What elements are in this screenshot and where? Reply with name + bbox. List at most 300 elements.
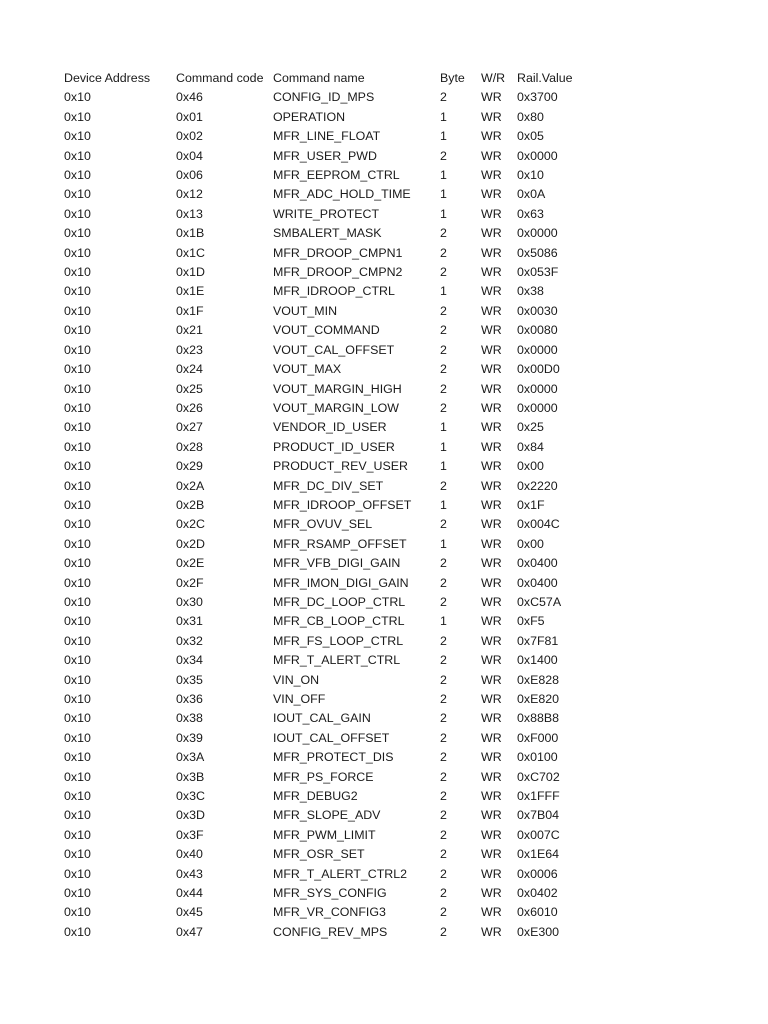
- cell-command-name: MFR_DROOP_CMPN2: [273, 265, 403, 280]
- cell-wr: WR: [481, 226, 502, 241]
- cell-byte: 2: [440, 303, 447, 318]
- cell-command-name: VOUT_MARGIN_LOW: [273, 400, 399, 415]
- cell-byte: 2: [440, 653, 447, 668]
- header-byte: Byte: [440, 71, 465, 85]
- table-row: [64, 884, 587, 903]
- cell-device-address: 0x10: [64, 129, 91, 144]
- cell-rail-value: 0x1400: [517, 653, 558, 668]
- cell-command-name: VOUT_MIN: [273, 303, 338, 318]
- cell-rail-value: 0x5086: [517, 245, 558, 260]
- cell-byte: 2: [440, 265, 447, 280]
- cell-command-name: MFR_USER_PWD: [273, 148, 377, 163]
- cell-command-name: OPERATION: [273, 109, 346, 124]
- cell-command-name: MFR_VR_CONFIG3: [273, 905, 386, 920]
- cell-byte: 1: [440, 439, 447, 454]
- cell-wr: WR: [481, 517, 502, 532]
- cell-command-name: MFR_CB_LOOP_CTRL: [273, 614, 405, 629]
- cell-byte: 1: [440, 497, 447, 512]
- cell-wr: WR: [481, 265, 502, 280]
- cell-rail-value: 0x7F81: [517, 633, 559, 648]
- table-row: [64, 729, 587, 748]
- cell-device-address: 0x10: [64, 750, 91, 765]
- cell-command-name: MFR_IDROOP_OFFSET: [273, 497, 412, 512]
- cell-rail-value: 0x1F: [517, 497, 545, 512]
- cell-command-name: MFR_SLOPE_ADV: [273, 808, 381, 823]
- cell-byte: 2: [440, 575, 447, 590]
- cell-rail-value: 0x0000: [517, 226, 558, 241]
- cell-byte: 2: [440, 342, 447, 357]
- table-row: [64, 903, 587, 922]
- cell-byte: 2: [440, 789, 447, 804]
- cell-wr: WR: [481, 497, 502, 512]
- cell-byte: 2: [440, 672, 447, 687]
- cell-rail-value: 0xE820: [517, 692, 560, 706]
- cell-rail-value: 0x0400: [517, 556, 558, 571]
- cell-device-address: 0x10: [64, 148, 91, 163]
- cell-wr: WR: [481, 769, 502, 784]
- cell-rail-value: 0x0400: [517, 575, 558, 590]
- cell-byte: 2: [440, 827, 447, 842]
- cell-device-address: 0x10: [64, 187, 91, 202]
- cell-device-address: 0x10: [64, 789, 91, 804]
- cell-rail-value: 0x00D0: [517, 362, 560, 377]
- cell-command-name: VENDOR_ID_USER: [273, 420, 387, 435]
- cell-device-address: 0x10: [64, 536, 91, 551]
- cell-command-code: 0x06: [176, 168, 203, 183]
- cell-command-code: 0x2C: [176, 517, 205, 532]
- cell-wr: WR: [481, 109, 502, 124]
- cell-byte: 1: [440, 459, 447, 474]
- table-row: [64, 108, 587, 127]
- header-command-code: Command code: [176, 71, 264, 85]
- cell-command-code: 0x2E: [176, 556, 205, 571]
- cell-command-code: 0x3F: [176, 827, 204, 842]
- cell-wr: WR: [481, 129, 502, 144]
- cell-byte: 1: [440, 284, 447, 299]
- cell-device-address: 0x10: [64, 323, 91, 338]
- table-row: [64, 826, 587, 845]
- cell-command-name: IOUT_CAL_OFFSET: [273, 730, 390, 745]
- cell-command-name: MFR_PS_FORCE: [273, 769, 374, 784]
- cell-byte: 2: [440, 517, 447, 532]
- cell-command-code: 0x30: [176, 594, 203, 609]
- cell-rail-value: 0x00: [517, 459, 544, 474]
- cell-byte: 2: [440, 400, 447, 415]
- cell-byte: 2: [440, 847, 447, 862]
- cell-command-name: SMBALERT_MASK: [273, 226, 382, 241]
- cell-byte: 2: [440, 323, 447, 338]
- cell-wr: WR: [481, 362, 502, 377]
- cell-command-code: 0x1D: [176, 265, 205, 280]
- cell-device-address: 0x10: [64, 420, 91, 435]
- cell-command-name: PRODUCT_ID_USER: [273, 439, 395, 454]
- table-row: [64, 632, 587, 651]
- cell-device-address: 0x10: [64, 924, 91, 939]
- cell-rail-value: 0x84: [517, 439, 544, 454]
- cell-wr: WR: [481, 847, 502, 862]
- cell-rail-value: 0xC57A: [517, 594, 562, 609]
- cell-byte: 2: [440, 148, 447, 163]
- cell-wr: WR: [481, 245, 502, 260]
- table-row: [64, 88, 587, 107]
- table-row: [64, 709, 587, 728]
- cell-command-code: 0x34: [176, 653, 203, 668]
- cell-device-address: 0x10: [64, 517, 91, 532]
- cell-device-address: 0x10: [64, 245, 91, 260]
- register-table-container: [64, 69, 587, 942]
- cell-command-name: VOUT_CAL_OFFSET: [273, 342, 395, 357]
- cell-wr: WR: [481, 633, 502, 648]
- cell-device-address: 0x10: [64, 594, 91, 609]
- cell-command-code: 0x2B: [176, 497, 205, 512]
- table-row: [64, 612, 587, 631]
- table-row: [64, 593, 587, 612]
- cell-command-code: 0x3C: [176, 789, 205, 804]
- cell-command-name: PRODUCT_REV_USER: [273, 459, 408, 474]
- cell-wr: WR: [481, 148, 502, 163]
- cell-wr: WR: [481, 827, 502, 842]
- cell-device-address: 0x10: [64, 886, 91, 901]
- cell-command-code: 0x02: [176, 129, 203, 144]
- cell-device-address: 0x10: [64, 769, 91, 784]
- cell-wr: WR: [481, 808, 502, 823]
- cell-command-code: 0x01: [176, 109, 203, 124]
- cell-rail-value: 0xE828: [517, 672, 560, 687]
- cell-device-address: 0x10: [64, 653, 91, 668]
- cell-byte: 2: [440, 594, 447, 609]
- cell-rail-value: 0x0030: [517, 303, 558, 318]
- cell-device-address: 0x10: [64, 633, 91, 648]
- cell-command-name: MFR_DC_LOOP_CTRL: [273, 594, 406, 609]
- table-row: [64, 690, 587, 709]
- header-command-name: Command name: [273, 71, 365, 85]
- cell-wr: WR: [481, 672, 502, 687]
- cell-device-address: 0x10: [64, 497, 91, 512]
- cell-wr: WR: [481, 187, 502, 202]
- table-row: [64, 282, 587, 301]
- cell-command-code: 0x32: [176, 633, 203, 648]
- table-row: [64, 418, 587, 437]
- cell-command-name: MFR_PROTECT_DIS: [273, 750, 394, 765]
- cell-rail-value: 0x25: [517, 420, 544, 435]
- cell-rail-value: 0x0100: [517, 750, 558, 765]
- table-row: [64, 787, 587, 806]
- cell-device-address: 0x10: [64, 827, 91, 842]
- cell-wr: WR: [481, 206, 502, 221]
- cell-wr: WR: [481, 730, 502, 745]
- cell-wr: WR: [481, 400, 502, 415]
- cell-wr: WR: [481, 789, 502, 804]
- cell-command-code: 0x23: [176, 342, 203, 357]
- cell-command-code: 0x21: [176, 323, 203, 338]
- cell-command-name: MFR_IDROOP_CTRL: [273, 284, 395, 299]
- cell-rail-value: 0x1E64: [517, 847, 560, 862]
- cell-command-code: 0x46: [176, 90, 203, 105]
- cell-device-address: 0x10: [64, 808, 91, 823]
- cell-wr: WR: [481, 459, 502, 474]
- cell-rail-value: 0x63: [517, 206, 544, 221]
- table-row: [64, 768, 587, 787]
- cell-command-name: MFR_DC_DIV_SET: [273, 478, 384, 493]
- table-row: [64, 457, 587, 476]
- table-row: [64, 185, 587, 204]
- cell-command-name: MFR_T_ALERT_CTRL: [273, 653, 401, 668]
- cell-device-address: 0x10: [64, 866, 91, 881]
- cell-command-name: MFR_T_ALERT_CTRL2: [273, 866, 408, 881]
- cell-command-name: VOUT_COMMAND: [273, 323, 380, 338]
- cell-byte: 2: [440, 808, 447, 823]
- table-row: [64, 535, 587, 554]
- cell-command-code: 0x2A: [176, 478, 205, 493]
- cell-command-code: 0x12: [176, 187, 203, 202]
- cell-device-address: 0x10: [64, 342, 91, 357]
- cell-command-code: 0x2F: [176, 575, 204, 590]
- cell-rail-value: 0xF5: [517, 614, 545, 629]
- cell-byte: 2: [440, 866, 447, 881]
- cell-rail-value: 0xF000: [517, 730, 559, 745]
- cell-command-code: 0x26: [176, 400, 203, 415]
- cell-command-name: MFR_LINE_FLOAT: [273, 129, 381, 144]
- table-row: [64, 166, 587, 185]
- cell-rail-value: 0xE300: [517, 924, 560, 939]
- table-row: [64, 302, 587, 321]
- cell-command-code: 0x25: [176, 381, 203, 396]
- cell-command-code: 0x04: [176, 148, 203, 163]
- cell-device-address: 0x10: [64, 265, 91, 280]
- table-row: [64, 205, 587, 224]
- cell-rail-value: 0x0A: [517, 187, 546, 202]
- cell-command-code: 0x44: [176, 886, 203, 901]
- cell-byte: 2: [440, 556, 447, 571]
- cell-command-name: MFR_ADC_HOLD_TIME: [273, 187, 411, 202]
- cell-rail-value: 0x6010: [517, 905, 558, 920]
- cell-command-code: 0x38: [176, 711, 203, 726]
- cell-rail-value: 0x0000: [517, 342, 558, 357]
- header-wr: W/R: [481, 71, 506, 85]
- header-device-address: Device Address: [64, 71, 151, 85]
- cell-wr: WR: [481, 284, 502, 299]
- cell-byte: 2: [440, 711, 447, 726]
- cell-command-code: 0x36: [176, 692, 203, 706]
- cell-byte: 1: [440, 536, 447, 551]
- cell-byte: 2: [440, 381, 447, 396]
- cell-command-code: 0x13: [176, 206, 203, 221]
- cell-wr: WR: [481, 653, 502, 668]
- cell-device-address: 0x10: [64, 284, 91, 299]
- table-row: [64, 554, 587, 573]
- cell-device-address: 0x10: [64, 459, 91, 474]
- cell-rail-value: 0xC702: [517, 769, 560, 784]
- table-row: [64, 496, 587, 515]
- cell-command-code: 0x31: [176, 614, 203, 629]
- cell-wr: WR: [481, 478, 502, 493]
- cell-device-address: 0x10: [64, 439, 91, 454]
- table-row: [64, 477, 587, 496]
- table-row: [64, 127, 587, 146]
- table-body: [64, 88, 587, 942]
- table-row: [64, 341, 587, 360]
- cell-wr: WR: [481, 575, 502, 590]
- cell-rail-value: 0x80: [517, 109, 544, 124]
- cell-byte: 2: [440, 750, 447, 765]
- cell-command-name: WRITE_PROTECT: [273, 206, 380, 221]
- cell-wr: WR: [481, 905, 502, 920]
- table-row: [64, 671, 587, 690]
- cell-command-name: MFR_DEBUG2: [273, 789, 358, 804]
- cell-command-code: 0x1C: [176, 245, 205, 260]
- cell-wr: WR: [481, 924, 502, 939]
- cell-byte: 2: [440, 730, 447, 745]
- cell-byte: 2: [440, 633, 447, 648]
- table-row: [64, 865, 587, 884]
- cell-command-name: VOUT_MARGIN_HIGH: [273, 381, 402, 396]
- cell-wr: WR: [481, 886, 502, 901]
- cell-rail-value: 0x3700: [517, 90, 558, 105]
- cell-byte: 2: [440, 905, 447, 920]
- cell-wr: WR: [481, 594, 502, 609]
- cell-command-name: VOUT_MAX: [273, 362, 342, 377]
- header-rail-value: Rail.Value: [517, 71, 573, 85]
- cell-wr: WR: [481, 556, 502, 571]
- cell-command-code: 0x3D: [176, 808, 205, 823]
- cell-wr: WR: [481, 750, 502, 765]
- cell-wr: WR: [481, 692, 502, 706]
- table-row: [64, 224, 587, 243]
- cell-rail-value: 0x0080: [517, 323, 558, 338]
- cell-rail-value: 0x0000: [517, 148, 558, 163]
- cell-device-address: 0x10: [64, 381, 91, 396]
- cell-command-name: MFR_RSAMP_OFFSET: [273, 536, 407, 551]
- table-row: [64, 574, 587, 593]
- cell-device-address: 0x10: [64, 614, 91, 629]
- table-row: [64, 845, 587, 864]
- cell-byte: 1: [440, 187, 447, 202]
- cell-wr: WR: [481, 303, 502, 318]
- cell-wr: WR: [481, 168, 502, 183]
- cell-rail-value: 0x053F: [517, 265, 559, 280]
- cell-device-address: 0x10: [64, 478, 91, 493]
- cell-command-name: MFR_DROOP_CMPN1: [273, 245, 403, 260]
- cell-rail-value: 0x10: [517, 168, 544, 183]
- cell-command-code: 0x47: [176, 924, 203, 939]
- cell-byte: 2: [440, 245, 447, 260]
- cell-byte: 1: [440, 129, 447, 144]
- cell-command-code: 0x1F: [176, 303, 204, 318]
- cell-command-code: 0x45: [176, 905, 203, 920]
- cell-command-name: VIN_OFF: [273, 692, 326, 706]
- cell-command-name: MFR_SYS_CONFIG: [273, 886, 387, 901]
- cell-device-address: 0x10: [64, 226, 91, 241]
- cell-device-address: 0x10: [64, 206, 91, 221]
- cell-rail-value: 0x05: [517, 129, 544, 144]
- cell-byte: 1: [440, 420, 447, 435]
- cell-rail-value: 0x0402: [517, 886, 558, 901]
- cell-command-code: 0x43: [176, 866, 203, 881]
- cell-device-address: 0x10: [64, 575, 91, 590]
- cell-wr: WR: [481, 711, 502, 726]
- cell-command-name: VIN_ON: [273, 672, 320, 687]
- cell-command-code: 0x39: [176, 730, 203, 745]
- cell-rail-value: 0x2220: [517, 478, 558, 493]
- cell-device-address: 0x10: [64, 90, 91, 105]
- cell-command-code: 0x3B: [176, 769, 205, 784]
- cell-wr: WR: [481, 323, 502, 338]
- cell-wr: WR: [481, 420, 502, 435]
- cell-command-name: MFR_IMON_DIGI_GAIN: [273, 575, 409, 590]
- cell-device-address: 0x10: [64, 400, 91, 415]
- cell-wr: WR: [481, 614, 502, 629]
- cell-rail-value: 0x38: [517, 284, 544, 299]
- cell-device-address: 0x10: [64, 730, 91, 745]
- cell-command-name: MFR_FS_LOOP_CTRL: [273, 633, 404, 648]
- cell-rail-value: 0x004C: [517, 517, 560, 532]
- cell-command-code: 0x1E: [176, 284, 205, 299]
- cell-wr: WR: [481, 342, 502, 357]
- cell-wr: WR: [481, 536, 502, 551]
- cell-command-name: MFR_OSR_SET: [273, 847, 365, 862]
- cell-wr: WR: [481, 90, 502, 105]
- register-table: [64, 69, 587, 942]
- cell-device-address: 0x10: [64, 303, 91, 318]
- cell-command-code: 0x1B: [176, 226, 205, 241]
- cell-command-code: 0x24: [176, 362, 203, 377]
- cell-command-code: 0x29: [176, 459, 203, 474]
- cell-command-code: 0x28: [176, 439, 203, 454]
- cell-rail-value: 0x7B04: [517, 808, 560, 823]
- cell-device-address: 0x10: [64, 711, 91, 726]
- table-row: [64, 244, 587, 263]
- cell-rail-value: 0x0000: [517, 381, 558, 396]
- cell-command-name: MFR_PWM_LIMIT: [273, 827, 376, 842]
- table-row: [64, 263, 587, 282]
- cell-device-address: 0x10: [64, 168, 91, 183]
- cell-device-address: 0x10: [64, 362, 91, 377]
- cell-device-address: 0x10: [64, 672, 91, 687]
- table-row: [64, 651, 587, 670]
- cell-rail-value: 0x0000: [517, 400, 558, 415]
- cell-byte: 1: [440, 206, 447, 221]
- header-row: [64, 69, 587, 88]
- cell-byte: 2: [440, 924, 447, 939]
- cell-command-code: 0x40: [176, 847, 203, 862]
- cell-device-address: 0x10: [64, 847, 91, 862]
- cell-wr: WR: [481, 439, 502, 454]
- cell-device-address: 0x10: [64, 905, 91, 920]
- cell-byte: 2: [440, 362, 447, 377]
- table-row: [64, 147, 587, 166]
- cell-byte: 2: [440, 226, 447, 241]
- cell-byte: 2: [440, 90, 447, 105]
- cell-byte: 2: [440, 692, 447, 706]
- cell-rail-value: 0x88B8: [517, 711, 560, 726]
- table-row: [64, 748, 587, 767]
- cell-command-name: MFR_EEPROM_CTRL: [273, 168, 400, 183]
- cell-command-code: 0x3A: [176, 750, 205, 765]
- table-row: [64, 360, 587, 379]
- cell-byte: 2: [440, 478, 447, 493]
- cell-byte: 1: [440, 168, 447, 183]
- table-row: [64, 438, 587, 457]
- cell-byte: 1: [440, 614, 447, 629]
- cell-wr: WR: [481, 866, 502, 881]
- cell-rail-value: 0x00: [517, 536, 544, 551]
- cell-command-code: 0x2D: [176, 536, 205, 551]
- cell-byte: 2: [440, 769, 447, 784]
- cell-command-name: CONFIG_ID_MPS: [273, 90, 375, 105]
- table-row: [64, 399, 587, 418]
- cell-device-address: 0x10: [64, 556, 91, 571]
- cell-byte: 2: [440, 886, 447, 901]
